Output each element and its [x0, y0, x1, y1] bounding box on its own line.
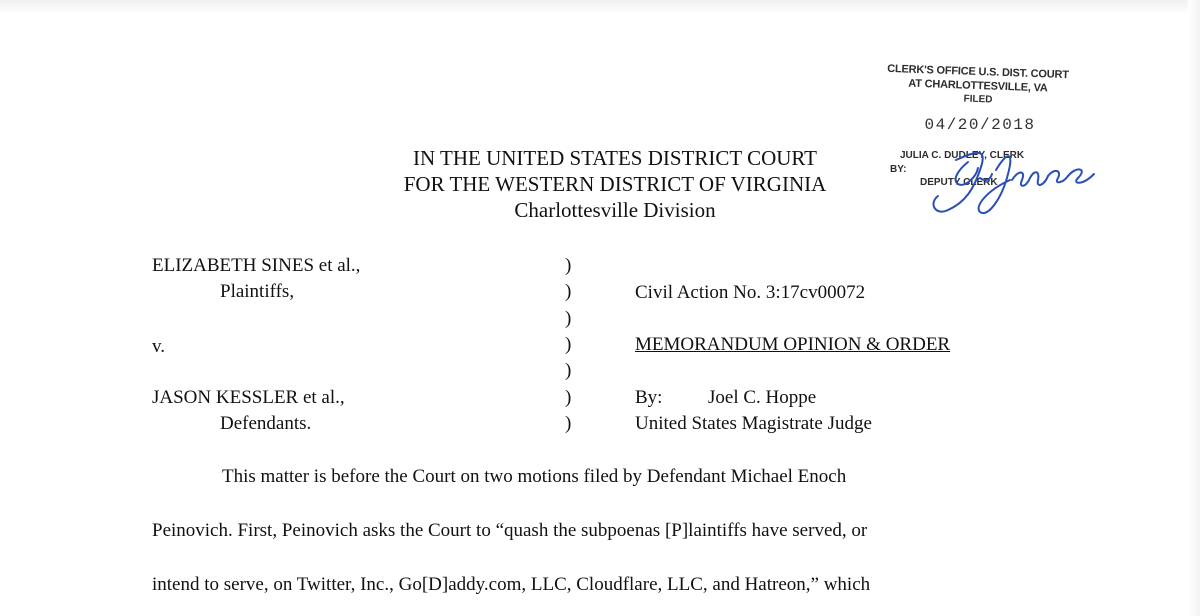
- caption-paren: ): [565, 255, 572, 276]
- court-division: Charlottesville Division: [514, 198, 716, 222]
- court-name: IN THE UNITED STATES DISTRICT COURT: [412, 146, 818, 170]
- caption-paren: ): [565, 360, 572, 381]
- stamp-deputy: DEPUTY CLERK: [920, 177, 998, 188]
- court-header: [300, 145, 930, 223]
- stamp-date: 04/20/2018: [924, 116, 1036, 134]
- judge-name: Joel C. Hoppe: [708, 387, 817, 408]
- caption-paren: ): [565, 413, 572, 434]
- document-title: MEMORANDUM OPINION & ORDER: [635, 334, 951, 355]
- by-label: By:: [635, 387, 663, 408]
- defendant-name: JASON KESSLER et al.,: [152, 387, 345, 408]
- handwritten-signature: [918, 140, 1108, 230]
- defendant-role: Defendants.: [220, 413, 312, 434]
- stamp-location: AT CHARLOTTESVILLE, VA: [908, 77, 1048, 95]
- caption-paren: ): [565, 387, 572, 408]
- page-edge-right: [1188, 0, 1200, 616]
- versus: v.: [152, 336, 166, 357]
- court-district: FOR THE WESTERN DISTRICT OF VIRGINIA: [403, 172, 827, 196]
- case-number: Civil Action No. 3:17cv00072: [635, 282, 866, 303]
- stamp-clerk: JULIA C. DUDLEY, CLERK: [900, 150, 1025, 161]
- page-edge: [0, 0, 1200, 14]
- judge-title: United States Magistrate Judge: [635, 413, 872, 434]
- stamp-office: CLERK'S OFFICE U.S. DIST. COURT: [887, 62, 1069, 82]
- caption-paren: ): [565, 281, 572, 302]
- plaintiff-role: Plaintiffs,: [220, 281, 295, 302]
- stamp-by: BY:: [890, 164, 907, 175]
- stamp-filed: FILED: [963, 93, 993, 106]
- caption-paren: ): [565, 308, 572, 329]
- body-line: This matter is before the Court on two motions filed by Defendant Michael Enoch: [222, 466, 847, 487]
- plaintiff-name: ELIZABETH SINES et al.,: [152, 255, 361, 276]
- body-line: intend to serve, on Twitter, Inc., Go[D]addy.com, LLC, Cloudflare, LLC, and Hatreon,” which: [152, 574, 871, 595]
- caption-paren: ): [565, 334, 572, 355]
- body-line: Peinovich. First, Peinovich asks the Court to “quash the subpoenas [P]laintiffs have served, or: [152, 520, 868, 541]
